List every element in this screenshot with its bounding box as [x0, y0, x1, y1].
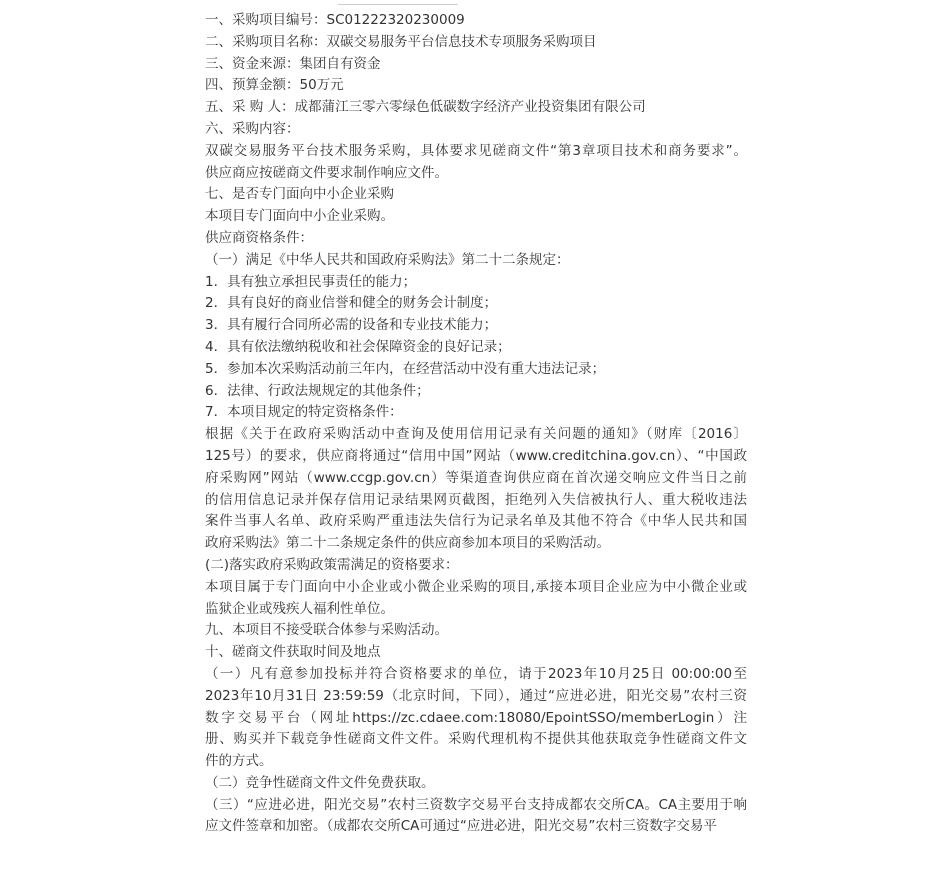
qualification-heading-paragraph: [205, 228, 747, 250]
doc-time-1-line: 册、购买并下载竞争性磋商文件文件。采购代理机构不提供其他获取竞争性磋商文件文: [205, 731, 747, 748]
project-number-line: 一、采购项目编号：SC01222320230009: [205, 12, 465, 28]
credit-record-line: 政府采购法》第二十二条规定条件的供应商参加本项目的采购活动。: [205, 535, 610, 552]
credit-record-paragraph: [205, 424, 747, 555]
doc-time-1-line: 件的方式。: [205, 753, 273, 770]
qualification-heading-line: 供应商资格条件：: [205, 229, 313, 246]
no-consortium-line: 九、本项目不接受联合体参与采购活动。: [205, 622, 448, 639]
credit-record-line: 案件当事人名单、政府采购严重违法失信行为记录名单及其他不符合《中华人民共和国: [205, 513, 747, 530]
announcement-body: [205, 10, 747, 838]
top-divider: [338, 4, 458, 5]
sme-heading-line: 七、是否专门面向中小企业采购: [205, 186, 394, 203]
content-body-paragraph: [205, 141, 747, 185]
budget-line: 四、预算金额：50万元: [205, 77, 344, 94]
doc-time-3-line: 应文件签章和加密。（成都农交所CA可通过“应进必进，阳光交易”农村三资数字交易平: [205, 818, 717, 835]
doc-time-1-line: 2023年10月31日 23:59:59（北京时间，下同），通过“应进必进，阳光交易”农村三资: [205, 687, 747, 704]
cond-7-paragraph: [205, 402, 747, 424]
cond-5-line: 5．参加本次采购活动前三年内，在经营活动中没有重大违法记录；: [205, 360, 606, 377]
cond-5-paragraph: [205, 359, 747, 381]
doc-time-heading-line: 十、磋商文件获取时间及地点: [205, 644, 381, 661]
cond-6-line: 6．法律、行政法规规定的其他条件；: [205, 382, 430, 399]
content-heading-paragraph: [205, 119, 747, 141]
policy-body-line: 监狱企业或残疾人福利性单位。: [205, 600, 394, 617]
budget-paragraph: [205, 75, 747, 97]
project-name-line: 二、采购项目名称：双碳交易服务平台信息技术专项服务采购项目: [205, 33, 597, 50]
purchaser-line: 五、采 购 人：成都蒲江三零六零绿色低碳数字经济产业投资集团有限公司: [205, 99, 646, 116]
credit-record-line: 根据《关于在政府采购活动中查询及使用信用记录有关问题的通知》（财库〔2016〕: [205, 426, 747, 443]
no-consortium-paragraph: [205, 620, 747, 642]
cond-4-paragraph: [205, 337, 747, 359]
sme-body-paragraph: [205, 206, 747, 228]
cond-4-line: 4．具有依法缴纳税收和社会保障资金的良好记录；: [205, 338, 511, 355]
doc-time-1-line: 数字交易平台（网址https://zc.cdaee.com:18080/EpointSSO/memberLogin）注: [205, 709, 747, 726]
law-article-paragraph: [205, 250, 747, 272]
policy-body-paragraph: [205, 577, 747, 621]
cond-7-line: 7．本项目规定的特定资格条件：: [205, 404, 403, 421]
doc-time-2-line: （二）竞争性磋商文件文件免费获取。: [205, 774, 435, 791]
policy-heading-line: (二)落实政府采购政策需满足的资格要求：: [205, 556, 459, 573]
project-name-paragraph: [205, 32, 747, 54]
doc-time-heading-paragraph: [205, 642, 747, 664]
law-article-line: （一）满足《中华人民共和国政府采购法》第二十二条规定：: [205, 251, 570, 268]
cond-2-paragraph: [205, 293, 747, 315]
policy-heading-paragraph: [205, 555, 747, 577]
fund-source-line: 三、资金来源：集团自有资金: [205, 55, 381, 72]
doc-time-1-paragraph: [205, 664, 747, 773]
doc-time-2-paragraph: [205, 773, 747, 795]
sme-heading-paragraph: [205, 184, 747, 206]
credit-record-line: 的信用信息记录并保存信用记录结果网页截图，拒绝列入失信被执行人、重大税收违法: [205, 491, 747, 508]
doc-time-3-paragraph: [205, 795, 747, 839]
credit-record-line: 125号）的要求，供应商将通过“信用中国”网站（www.creditchina.gov.cn）、“中国政: [205, 447, 747, 464]
cond-1-line: 1．具有独立承担民事责任的能力；: [205, 273, 417, 290]
project-number-paragraph: [205, 10, 747, 32]
cond-3-line: 3．具有履行合同所必需的设备和专业技术能力；: [205, 317, 498, 334]
content-heading-line: 六、采购内容：: [205, 120, 300, 137]
sme-body-line: 本项目专门面向中小企业采购。: [205, 208, 394, 225]
cond-3-paragraph: [205, 315, 747, 337]
content-body-line: 双碳交易服务平台技术服务采购，具体要求见磋商文件“第3章项目技术和商务要求”。: [205, 142, 747, 159]
credit-record-line: 府采购网”网站（www.ccgp.gov.cn）等渠道查询供应商在首次递交响应文件当日之前: [205, 469, 747, 486]
cond-2-line: 2．具有良好的商业信誉和健全的财务会计制度；: [205, 295, 498, 312]
doc-time-1-line: （一）凡有意参加投标并符合资格要求的单位，请于2023年10月25日 00:00:00至: [205, 665, 747, 682]
cond-1-paragraph: [205, 272, 747, 294]
cond-6-paragraph: [205, 381, 747, 403]
policy-body-line: 本项目属于专门面向中小企业或小微企业采购的项目,承接本项目企业应为中小微企业或: [205, 578, 747, 595]
doc-time-3-line: （三）“应进必进，阳光交易”农村三资数字交易平台支持成都农交所CA。CA主要用于响: [205, 796, 747, 813]
purchaser-paragraph: [205, 97, 747, 119]
content-body-line: 供应商应按磋商文件要求制作响应文件。: [205, 164, 448, 181]
fund-source-paragraph: [205, 54, 747, 76]
